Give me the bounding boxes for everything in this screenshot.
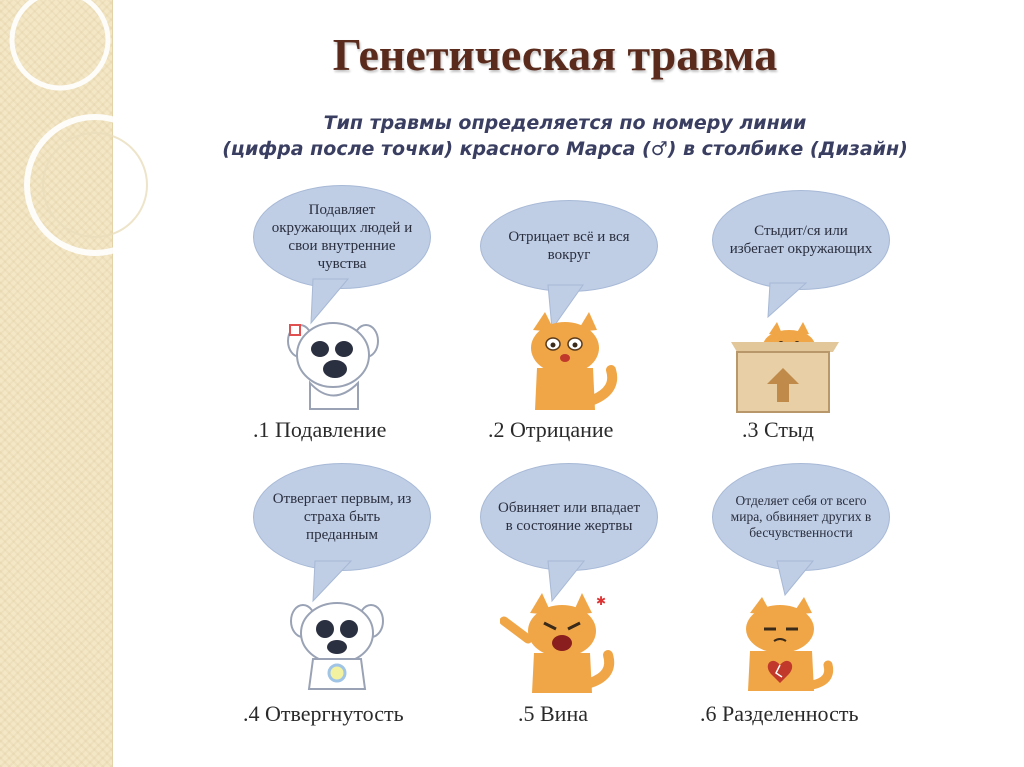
trauma-caption: .5 Вина [518,701,588,726]
trauma-caption: .2 Отрицание [488,417,614,442]
speech-bubble: Отрицает всё и вся вокруг [480,200,658,292]
trauma-card-4 [243,463,463,726]
trauma-card-1 [253,185,463,445]
bubble-tail-icon [762,281,822,321]
speech-bubble: Подавляет окружающих людей и свои внутренние чувства [253,185,431,289]
cat-broken-heart-icon [732,595,842,695]
trauma-caption: .6 Разделенность [700,701,859,726]
speech-bubble: Стыдит/ся или избегает окружающих [712,190,890,290]
bubble-tail-icon [767,559,827,599]
cat-icon [515,310,625,415]
trauma-card-5 [480,463,690,726]
dog-icon [278,313,388,413]
subtitle-line-2: (цифра после точки) красного Марса (♂) в столбике (Дизайн) [222,138,908,160]
cat-in-box-icon [727,320,847,415]
trauma-caption: .1 Подавление [253,417,387,442]
subtitle-line-1: Тип травмы определяется по номеру линии [323,112,807,134]
dog-with-flower-icon [283,593,393,693]
angry-cat-icon [500,591,620,696]
speech-bubble: Обвиняет или впадает в состояние жертвы [480,463,658,571]
speech-bubble: Отвергает первым, из страха быть преданным [253,463,431,571]
trauma-card-3 [712,185,922,445]
trauma-card-2 [480,185,690,445]
speech-bubble: Отделяет себя от всего мира, обвиняет других в бесчувственности [712,463,890,571]
svg-text:✱: ✱ [596,594,607,608]
decorative-rings-icon [0,0,200,300]
trauma-caption: .3 Стыд [742,417,814,442]
page-title: Генетическая травма [332,29,778,80]
trauma-card-6 [700,463,922,726]
trauma-caption: .4 Отвергнутость [243,701,404,726]
